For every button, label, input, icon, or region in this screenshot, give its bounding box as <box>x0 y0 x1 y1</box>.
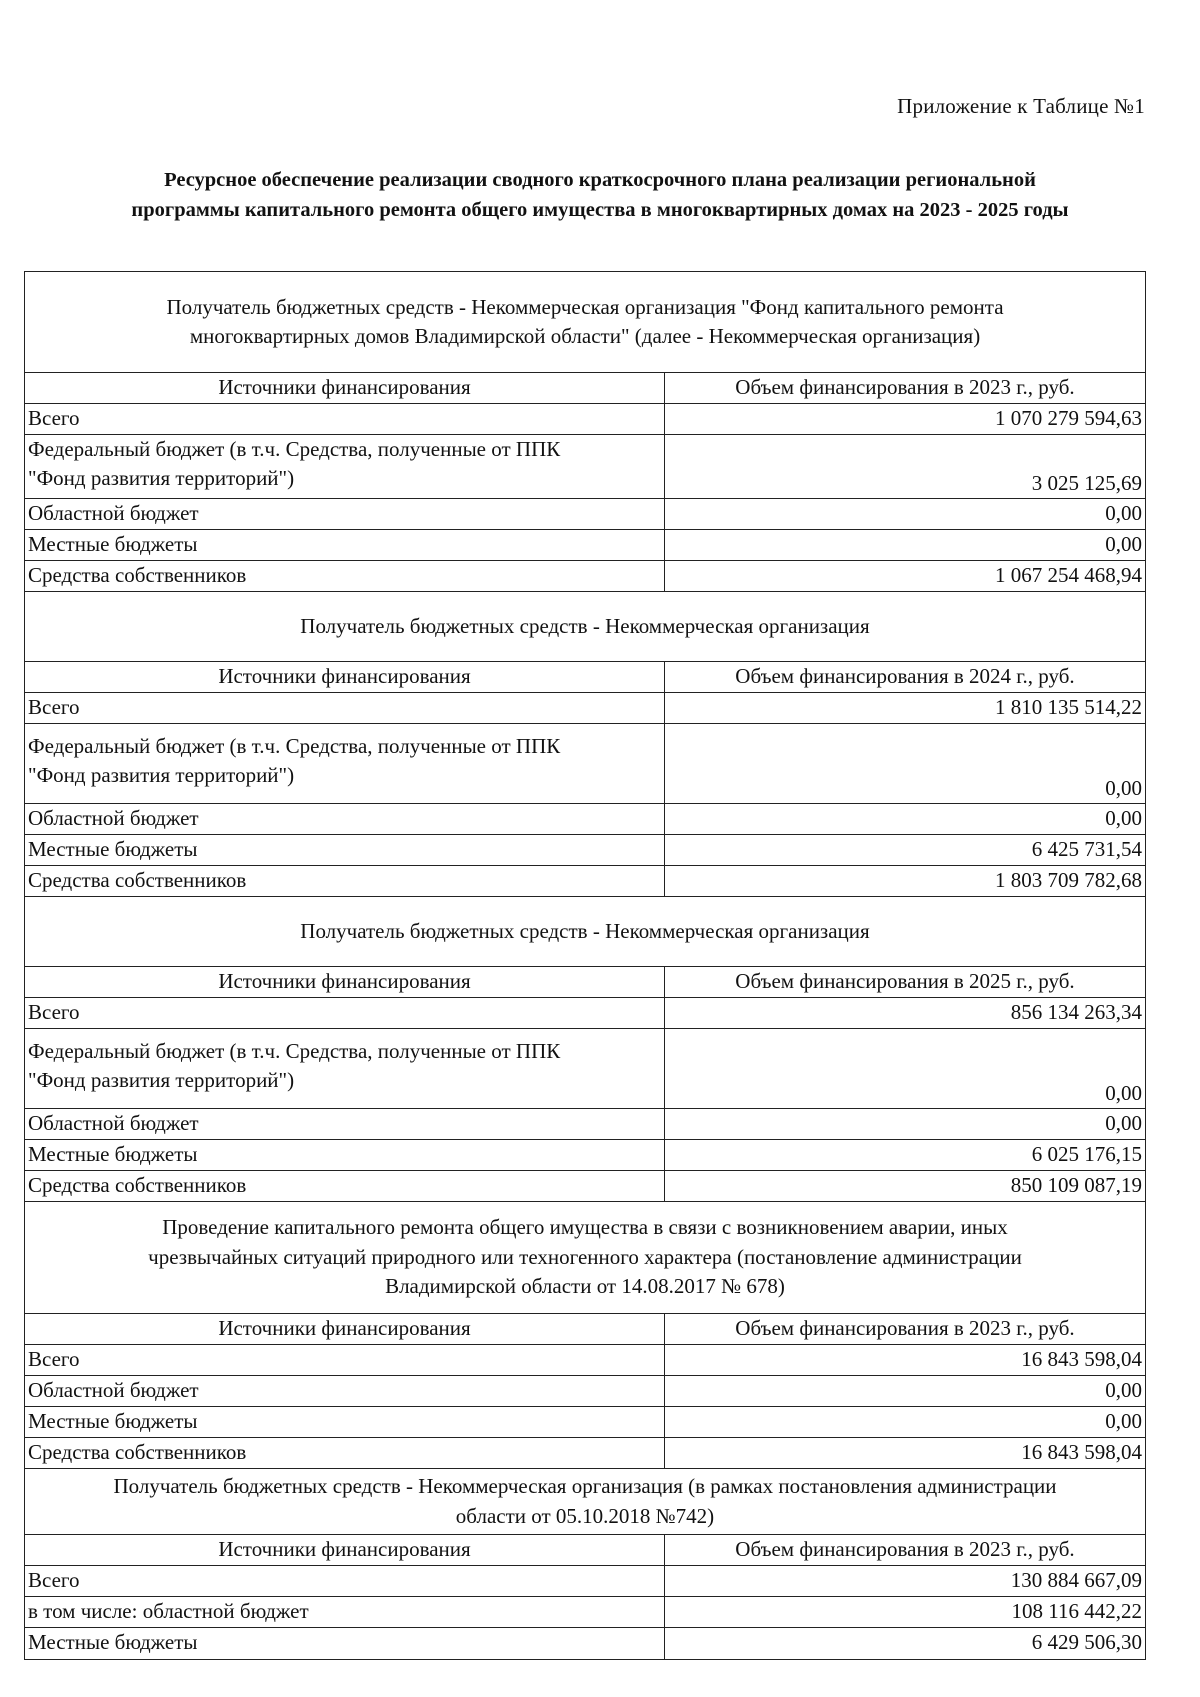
table-row <box>25 404 1145 435</box>
row-label: Областной бюджет <box>25 1376 665 1406</box>
row-label: Всего <box>25 693 665 723</box>
row-label: Областной бюджет <box>25 804 665 834</box>
column-header-source: Источники финансирования <box>25 662 665 692</box>
table-row <box>25 1140 1145 1171</box>
section-heading-line: Получатель бюджетных средств - Некоммерческая организация "Фонд капитального ремонта <box>166 294 1004 319</box>
column-header-row <box>25 1535 1145 1566</box>
column-header-row <box>25 662 1145 693</box>
row-label <box>25 724 665 803</box>
row-value: 0,00 <box>1105 1111 1142 1135</box>
column-header-row <box>25 967 1145 998</box>
row-label: Местные бюджеты <box>25 835 665 865</box>
row-label <box>25 435 665 498</box>
section-heading-line: многоквартирных домов Владимирской области" (далее - Некоммерческая организация) <box>189 324 981 348</box>
row-value: 6 425 731,54 <box>1031 837 1142 861</box>
row-value <box>665 435 1145 498</box>
table-row <box>25 835 1145 866</box>
table-row <box>25 1345 1145 1376</box>
row-label: Средства собственников <box>25 1438 665 1468</box>
row-value: 1 803 709 782,68 <box>995 868 1142 892</box>
row-value: 6 025 176,15 <box>1031 1142 1142 1166</box>
section-heading-line: Получатель бюджетных средств - Некоммерческая организация <box>300 918 870 943</box>
row-label-line: Федеральный бюджет (в т.ч. Средства, полученные от ППК <box>28 1039 561 1063</box>
row-label: Всего <box>25 1566 665 1596</box>
row-label-line: "Фонд развития территорий") <box>28 466 295 490</box>
row-label: Всего <box>25 1345 665 1375</box>
row-label: Средства собственников <box>25 561 665 591</box>
column-header-volume: Объем финансирования в 2024 г., руб. <box>735 664 1075 688</box>
table-row <box>25 1029 1145 1109</box>
table-row <box>25 1109 1145 1140</box>
section-heading <box>25 1202 1145 1314</box>
row-value: 0,00 <box>1105 501 1142 525</box>
row-value-text: 0,00 <box>1105 776 1142 800</box>
row-value <box>665 1029 1145 1108</box>
row-label-line: "Фонд развития территорий") <box>28 1068 295 1092</box>
row-label-line: Федеральный бюджет (в т.ч. Средства, полученные от ППК <box>28 437 561 461</box>
row-value: 16 843 598,04 <box>1021 1347 1142 1371</box>
table-row <box>25 1407 1145 1438</box>
appendix-label: Приложение к Таблице №1 <box>897 94 1145 118</box>
column-header-source: Источники финансирования <box>25 967 665 997</box>
row-label: Местные бюджеты <box>25 1628 665 1659</box>
column-header-source: Источники финансирования <box>25 1314 665 1344</box>
section-heading <box>25 592 1145 662</box>
row-value: 108 116 442,22 <box>1011 1599 1142 1623</box>
table-row <box>25 1438 1145 1469</box>
table-row <box>25 998 1145 1029</box>
row-value: 0,00 <box>1105 532 1142 556</box>
section-heading <box>25 272 1145 373</box>
column-header-volume: Объем финансирования в 2023 г., руб. <box>735 1316 1075 1340</box>
section-heading-line: Получатель бюджетных средств - Некоммерческая организация (в рамках постановления администрации <box>113 1474 1057 1498</box>
section-heading <box>25 897 1145 967</box>
table-row <box>25 1597 1145 1628</box>
column-header-source: Источники финансирования <box>25 373 665 403</box>
table-row <box>25 530 1145 561</box>
section-heading-line: Владимирской области от 14.08.2017 № 678) <box>385 1274 785 1299</box>
row-label: Областной бюджет <box>25 499 665 529</box>
row-value: 1 070 279 594,63 <box>995 406 1142 430</box>
title-line: программы капитального ремонта общего имущества в многоквартирных домах на 2023 - 2025 годы <box>131 199 1069 221</box>
row-label: Областной бюджет <box>25 1109 665 1139</box>
section-heading-line: области от 05.10.2018 №742) <box>455 1503 715 1528</box>
row-value: 0,00 <box>1105 1409 1142 1433</box>
row-value: 1 810 135 514,22 <box>995 695 1142 719</box>
table-row <box>25 1628 1145 1659</box>
row-label: в том числе: областной бюджет <box>25 1597 665 1627</box>
financing-table <box>24 271 1146 1660</box>
row-value: 6 429 506,30 <box>1031 1630 1142 1654</box>
table-row <box>25 693 1145 724</box>
row-value: 1 067 254 468,94 <box>995 563 1142 587</box>
column-header-volume: Объем финансирования в 2023 г., руб. <box>735 375 1075 399</box>
section-heading-line: Получатель бюджетных средств - Некоммерческая организация <box>300 613 870 638</box>
row-value-text: 0,00 <box>1105 1081 1142 1105</box>
row-label: Местные бюджеты <box>25 530 665 560</box>
table-row <box>25 866 1145 897</box>
row-value: 16 843 598,04 <box>1021 1440 1142 1464</box>
section-heading-line: чрезвычайных ситуаций природного или техногенного характера (постановление администрации <box>148 1244 1022 1269</box>
table-row <box>25 499 1145 530</box>
section-heading <box>25 1469 1145 1535</box>
table-row <box>25 1376 1145 1407</box>
table-row <box>25 561 1145 592</box>
column-header-volume: Объем финансирования в 2025 г., руб. <box>735 969 1075 993</box>
table-row <box>25 804 1145 835</box>
row-label-line: "Фонд развития территорий") <box>28 763 295 787</box>
row-value: 856 134 263,34 <box>1010 1000 1142 1024</box>
row-label: Всего <box>25 404 665 434</box>
section-heading-line: Проведение капитального ремонта общего имущества в связи с возникновением аварии, иных <box>162 1215 1008 1240</box>
row-value: 130 884 667,09 <box>1010 1568 1142 1592</box>
row-value <box>665 724 1145 803</box>
row-label: Средства собственников <box>25 1171 665 1201</box>
title-line: Ресурсное обеспечение реализации сводного краткосрочного плана реализации региональной <box>164 169 1036 191</box>
row-label-line: Федеральный бюджет (в т.ч. Средства, полученные от ППК <box>28 734 561 758</box>
table-row <box>25 435 1145 499</box>
column-header-row <box>25 1314 1145 1345</box>
row-label: Средства собственников <box>25 866 665 896</box>
table-row <box>25 1171 1145 1202</box>
row-label <box>25 1029 665 1108</box>
document-title <box>20 165 1180 225</box>
row-value-text: 3 025 125,69 <box>1031 471 1142 495</box>
row-label: Всего <box>25 998 665 1028</box>
row-label: Местные бюджеты <box>25 1407 665 1437</box>
row-value: 0,00 <box>1105 1378 1142 1402</box>
column-header-row <box>25 373 1145 404</box>
table-row <box>25 1566 1145 1597</box>
row-label: Местные бюджеты <box>25 1140 665 1170</box>
row-value: 850 109 087,19 <box>1010 1173 1142 1197</box>
column-header-volume: Объем финансирования в 2023 г., руб. <box>735 1537 1075 1561</box>
table-row <box>25 724 1145 804</box>
column-header-source: Источники финансирования <box>25 1535 665 1565</box>
row-value: 0,00 <box>1105 806 1142 830</box>
